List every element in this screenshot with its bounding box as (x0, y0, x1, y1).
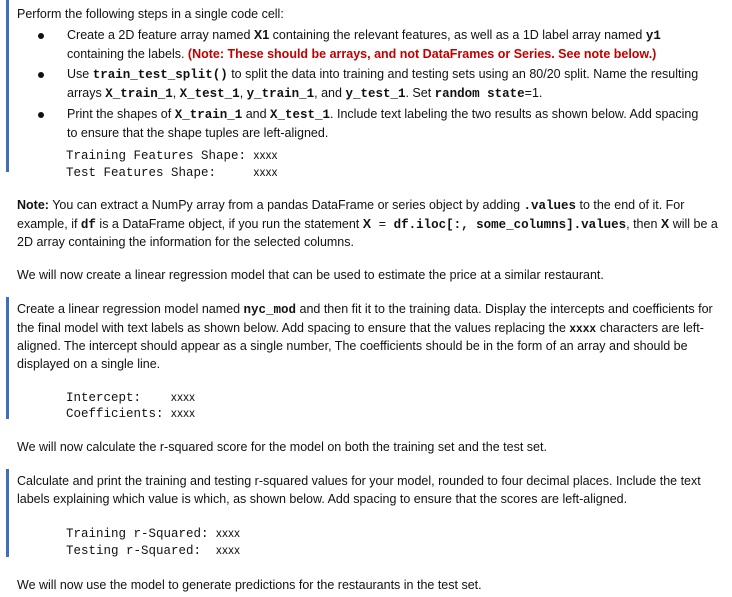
cell-accent-bar (6, 469, 9, 557)
predictions-intro: We will now use the model to generate predictions for the restaurants in the test set. (17, 578, 482, 592)
code-sample-shapes-test: Test Features Shape: xxxx (66, 166, 278, 180)
cell-accent-bar (6, 0, 9, 172)
cell-accent-bar (6, 297, 9, 419)
steps-list (38, 27, 710, 145)
list-item: Create a 2D feature array named X1 containing the relevant features, as well as a 1D label array named y1 containing the labels. (Note: These should be arrays, and not DataFrames or Series. See note below.) (38, 27, 710, 63)
code-sample-shapes-train: Training Features Shape: xxxx (66, 149, 278, 163)
rsquared-intro: We will now calculate the r-squared score for the model on both the training set and the test set. (17, 440, 547, 454)
code-sample-training-r2: Training r-Squared: xxxx (66, 527, 241, 541)
list-item: Use train_test_split() to split the data into training and testing sets using an 80/20 split. Name the resulting arrays X_train_1, X_test_1, y_train_1, and y_test_1. Set random state=1. (38, 66, 710, 103)
code-sample-testing-r2: Testing r-Squared: xxxx (66, 544, 241, 558)
note-warning: (Note: These should be arrays, and not DataFrames or Series. See note below.) (187, 46, 657, 61)
code-sample-coefficients: Coefficients: xxxx (66, 407, 196, 421)
section3-instructions: Calculate and print the training and testing r-squared values for your model, rounded to four decimal places. Include the text labels explaining which value is which, as shown below. Add spacing to ensure that the scores are left-aligned. (17, 474, 701, 506)
list-item: Print the shapes of X_train_1 and X_test_1. Include text labeling the two results as shown below. Add spacing to ensure that the shape tuples are left-aligned. (38, 106, 710, 142)
bullet-icon (38, 33, 44, 39)
note-paragraph: Note: You can extract a NumPy array from a pandas DataFrame or series object by adding .values to the end of it. For example, if df is a DataFrame object, if you run the statement X = df.iloc[:, some_columns].values, then X will be a 2D array containing the information for the selected columns. (17, 198, 718, 249)
bullet-icon (38, 72, 44, 78)
bullet-icon (38, 112, 44, 118)
code-sample-intercept: Intercept: xxxx (66, 391, 196, 405)
regression-intro: We will now create a linear regression model that can be used to estimate the price at a similar restaurant. (17, 268, 604, 282)
section1-intro: Perform the following steps in a single code cell: (17, 7, 284, 21)
section2-instructions: Create a linear regression model named nyc_mod and then fit it to the training data. Display the intercepts and coefficients for the final model with text labels as shown below. Add spacing to ensure that the values replacing the xxxx characters are left-aligned. The intercept should appear as a single number, The coefficients should be in the form of an array and should be displayed on a single line. (17, 302, 713, 371)
